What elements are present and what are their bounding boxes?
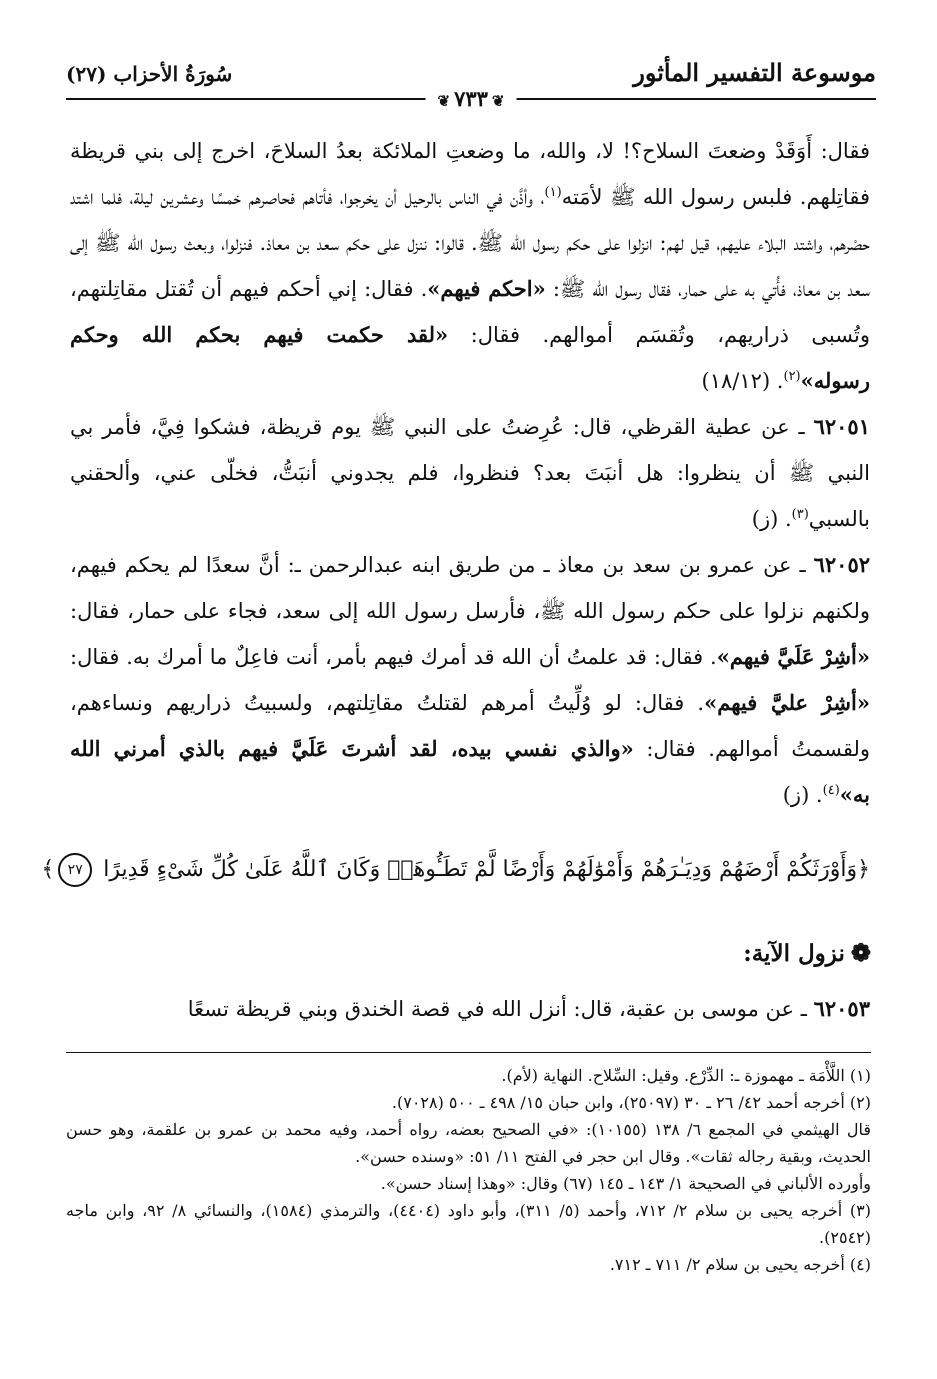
footnote-ref[interactable]: (١) [544, 185, 562, 200]
narration-62052 [70, 542, 870, 818]
ornament-icon: ❦ [437, 92, 451, 110]
footnote-3: (٣) أخرجه يحيى بن سلام ٢/ ٧١٢، وأحمد (٥/ ٣١١)، وأبو داود (٤٤٠٤)، والترمذي (١٥٨٤)، والنسائي ٨/ ٩٢، وابن ماجه (٢٥٤٢). [66, 1201, 872, 1247]
text-run: . فقال: قد علمتُ أن الله قد أمرك فيهم بأمر، أنت فاعِلٌ ما أمرك به. فقال: [70, 645, 717, 669]
ayah-number-icon: ٢٧ [58, 853, 92, 887]
footnote-2: (٢) أخرجه أحمد ٤٢/ ٢٦ ـ ٣٠ (٢٥٠٩٧)، وابن حبان ١٥/ ٤٩٨ ـ ٥٠٠ (٧٠٢٨). [391, 1093, 871, 1112]
text-run: فقال: أَوَقَدْ وضعتَ السلاح؟! لا، والله، ما وضعتِ الملائكة بعدُ السلاحَ، اخرج إلى بني قريظة فقاتِلهم. فلبس رسول الله ﷺ لأمَته [70, 139, 870, 209]
footnote-1: (١) اللَّأْمَة ـ مهموزة ـ: الدِّرْع. وقيل: السِّلاح. النهاية (لأم). [501, 1066, 871, 1085]
footnote-ref[interactable]: (٤) [822, 783, 840, 798]
text-run: ـ عن عطية القرظي، قال: عُرِضتُ على النبي ﷺ يوم قريظة، فشكوا فِيَّ، فأمر بي النبي ﷺ أن ينظروا: هل أنبَتَ بعد؟ فنظروا، فلم يجدوني أنبَتُّ، فخلّى عني، وألحقني بالسبي [70, 415, 870, 531]
narration-number: ٦٢٠٥٢ [813, 552, 871, 577]
verse-bracket-close: ﴾ [41, 857, 55, 882]
surah-label: سُورَةُ الأحزاب (٢٧) [66, 62, 233, 86]
section-title-text: نزول الآية: [743, 940, 845, 967]
text-run: ، وأذَّن في الناس بالرحيل أن يخرجوا، فأتاهم فحاصرهم خمسًا وعشرين ليلة، فلما اشتد حصْرهم، واشتد البلاء عليهم، قيل لهم: انزلوا على حكم رسول الله ﷺ. قالوا: ننزل على حكم سعد بن معاذ. فنزلوا، وبعث رسول الله ﷺ إلى سعد بن معاذ، فأُتي به على حمار، فقال رسول الله ﷺ: [70, 185, 871, 301]
narration-62053 [70, 986, 870, 1032]
narration-62051 [70, 404, 870, 542]
flower-icon: ❁ [850, 938, 871, 967]
text-run: ـ عن موسى بن عقبة، قال: أنزل الله في قصة الخندق وبني قريظة تسعًا [187, 997, 807, 1021]
text-run: . فقال: إني أحكم فيهم أن تُقتل مقاتِلتهم، وتُسبى ذراريهم، وتُقسَم أموالهم. فقال: [70, 277, 870, 347]
page-number: ٧٣٣ [454, 86, 488, 111]
narration-number: ٦٢٠٥٣ [813, 996, 870, 1021]
hadith-quote: «أشِرْ عليَّ فيهم» [704, 690, 870, 715]
hadith-quote: «لقد حكمت فيهم بحكم الله وحكم رسوله» [70, 322, 870, 393]
page-number-block [426, 86, 517, 111]
section-heading [743, 938, 871, 967]
text-run: . فقال: لو وُلِّيتُ أمرهم لقتلتُ مقاتِلتهم، ولسبيتُ ذراريهم ونساءهم، ولقسمتُ أموالهم. فقال: [70, 691, 870, 761]
footnotes [66, 1062, 871, 1278]
narration-62053-block [70, 986, 870, 1032]
page-header [66, 58, 876, 118]
footnote-4: (٤) أخرجه يحيى بن سلام ٢/ ٧١١ ـ ٧١٢. [609, 1255, 871, 1274]
narration-number: ٦٢٠٥١ [813, 414, 870, 439]
ornament-icon: ❦ [491, 92, 505, 110]
main-text [70, 128, 870, 818]
quran-verse [41, 850, 870, 890]
reference: . (١٨/١٢) [701, 369, 784, 393]
book-title: موسوعة التفسير المأثور [633, 58, 876, 87]
footnote-2-note: وأورده الألباني في الصحيحة ١/ ١٤٣ ـ ١٤٥ (٦٧) وقال: «وهذا إسناد حسن». [380, 1174, 871, 1193]
footnote-ref[interactable]: (٣) [791, 507, 809, 522]
footnote-2-note: قال الهيثمي في المجمع ٦/ ١٣٨ (١٠١٥٥): «في الصحيح بعضه، رواه أحمد، وفيه محمد بن عمرو بن علقمة، وهو حسن الحديث، وبقية رجاله ثقات». وقال ابن حجر في الفتح ١١/ ٥١: «وسنده حسن». [66, 1120, 871, 1166]
hadith-quote: «أشِرْ عَلَيَّ فيهم» [716, 644, 870, 669]
verse-text: وَأَوْرَثَكُمْ أَرْضَهُمْ وَدِيَـٰرَهُمْ وَأَمْوَٰلَهُمْ وَأَرْضًا لَّمْ تَطَـُٔوهَاۚ وَكَانَ ٱللَّهُ عَلَىٰ كُلِّ شَىْءٍ قَدِيرًا [103, 857, 858, 882]
reference: . (ز) [751, 507, 792, 531]
hadith-quote: «والذي نفسي بيده، لقد أشرتَ عَلَيَّ فيهم بالذي أمرني الله به» [70, 736, 870, 807]
footnote-divider [66, 1052, 871, 1053]
verse-bracket-open: ﴿ [857, 857, 870, 882]
text-run: ـ عن عمرو بن سعد بن معاذ ـ من طريق ابنه عبدالرحمن ـ: أنَّ سعدًا لم يحكم فيهم، ولكنهم نزلوا على حكم رسول الله ﷺ، فأرسل رسول الله إلى سعد، فجاء على حمار، فقال: [70, 553, 870, 623]
footnote-ref[interactable]: (٢) [783, 369, 801, 384]
hadith-quote: «احكم فيهم» [427, 276, 546, 301]
paragraph-continuation [70, 128, 870, 404]
reference: . (ز) [782, 783, 823, 807]
